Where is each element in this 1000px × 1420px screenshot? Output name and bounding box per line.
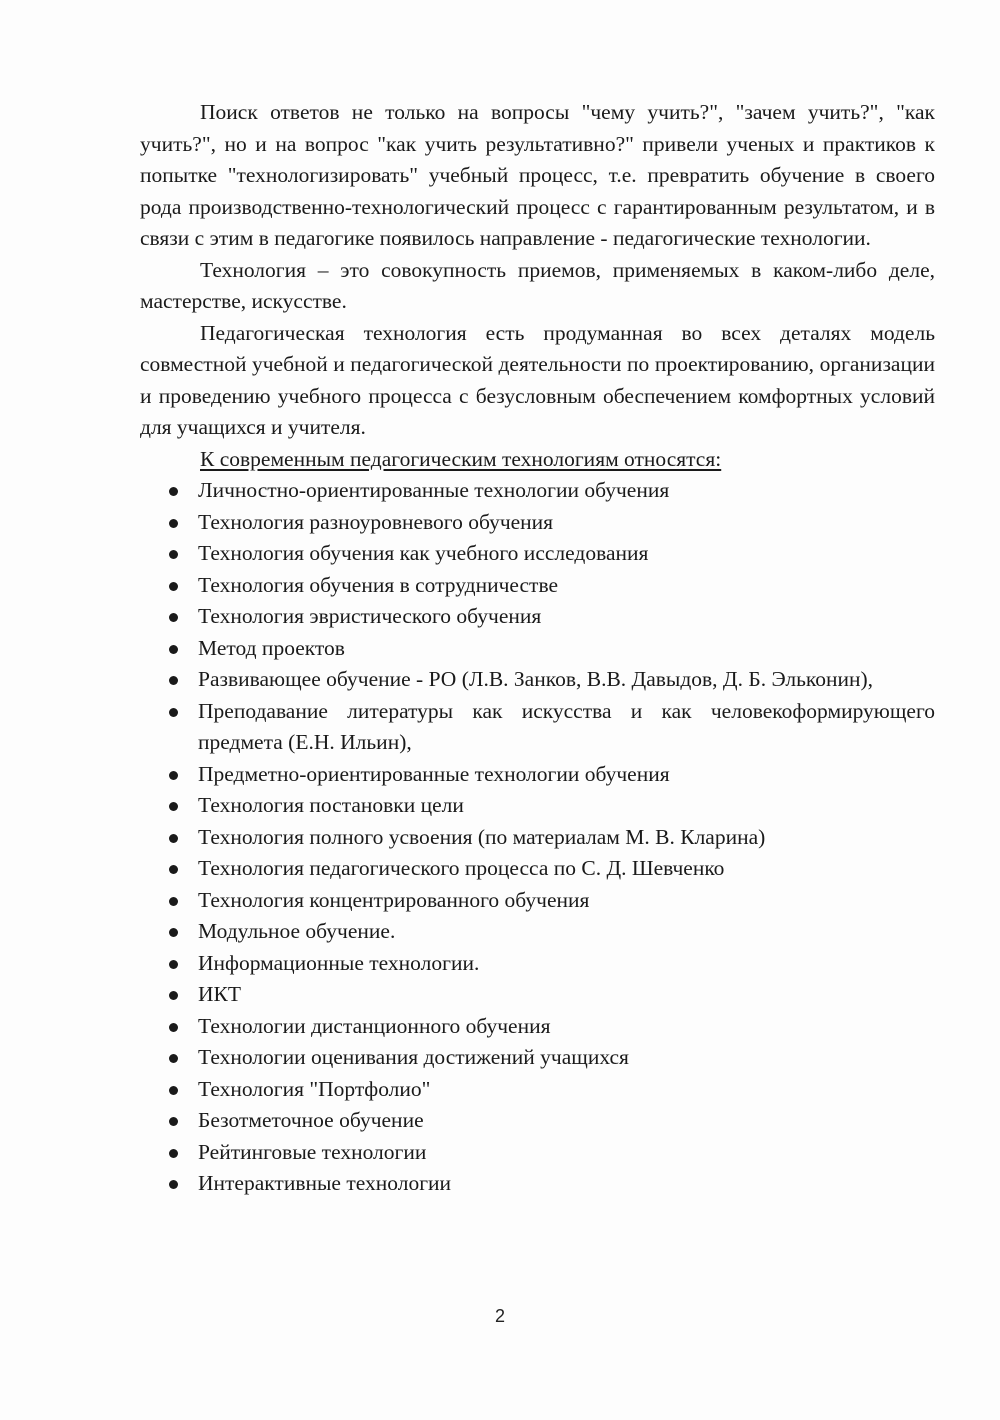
bullet-icon — [169, 1086, 178, 1095]
list-item-text: Метод проектов — [198, 635, 345, 660]
paragraph-intro: Поиск ответов не только на вопросы "чему учить?", "зачем учить?", "как учить?", но и на вопрос "как учить результативно?" привели ученых и практиков к попытке "технологизировать" учебный процесс, т.е. превратить обучение в своего рода производственно-технологический процесс с гарантированным результатом, и в связи с этим в педагогике появилось направление - педагогические технологии. — [140, 100, 935, 250]
list-item — [140, 696, 935, 759]
list-item — [140, 538, 935, 570]
list-item-text: Технология постановки цели — [198, 793, 464, 817]
list-item-text: Технологии дистанционного обучения — [198, 1013, 551, 1038]
bullet-icon — [169, 708, 178, 717]
bullet-icon — [169, 645, 178, 654]
list-item-text: Технология обучения как учебного исследования — [198, 541, 649, 565]
bullet-icon — [169, 897, 178, 906]
list-item — [140, 1105, 935, 1137]
page-number: 2 — [494, 1306, 505, 1326]
list-item-text: Безотметочное обучение — [198, 1108, 424, 1132]
list-item-text: Рейтинговые технологии — [198, 1139, 427, 1164]
list-item — [140, 475, 935, 507]
bullet-icon — [169, 1054, 178, 1063]
list-item-text: Преподавание литературы как искусства и как человекоформирующего предмета (Е.Н. Ильин), — [198, 698, 935, 754]
technology-list — [140, 475, 935, 1200]
list-item-text: Технология разноуровневого обучения — [198, 509, 554, 534]
list-item-text: ИКТ — [198, 982, 241, 1006]
list-item — [140, 1168, 935, 1200]
bullet-icon — [169, 928, 178, 937]
list-item — [140, 979, 935, 1011]
list-item-text: Технология "Портфолио" — [198, 1076, 431, 1101]
bullet-icon — [169, 771, 178, 780]
paragraph-pedagogical-technology: Педагогическая технология есть продуманная во всех деталях модель совместной учебной и педагогической деятельности по проектированию, организации и проведению учебного процесса с безусловным обеспечением комфортных условий для учащихся и учителя. — [140, 320, 935, 439]
list-item — [140, 507, 935, 539]
list-item-text: Технологии оценивания достижений учащихся — [198, 1045, 629, 1069]
list-item-text: Модульное обучение. — [198, 919, 396, 943]
list-item — [140, 1042, 935, 1074]
list-heading-text: К современным педагогическим технологиям относятся: — [200, 446, 722, 471]
list-item — [140, 948, 935, 980]
list-item — [140, 759, 935, 791]
list-item-text: Технология эвристического обучения — [198, 604, 542, 628]
list-item — [140, 1074, 935, 1106]
list-item — [140, 790, 935, 822]
list-item-text: Технология концентрированного обучения — [198, 887, 590, 912]
list-item — [140, 916, 935, 948]
bullet-icon — [169, 519, 178, 528]
list-item-text: Технология педагогического процесса по С. Д. Шевченко — [198, 856, 725, 880]
list-item — [140, 1137, 935, 1169]
list-item — [140, 601, 935, 633]
list-item — [140, 1011, 935, 1043]
bullet-icon — [169, 865, 178, 874]
list-item-text: Технология обучения в сотрудничестве — [198, 572, 559, 597]
list-item-text: Интерактивные технологии — [198, 1171, 452, 1195]
bullet-icon — [169, 676, 178, 685]
bullet-icon — [169, 1023, 178, 1032]
bullet-icon — [169, 550, 178, 559]
list-item-text: Предметно-ориентированные технологии обучения — [198, 761, 670, 786]
list-item — [140, 853, 935, 885]
list-item-text: Информационные технологии. — [198, 950, 480, 975]
bullet-icon — [169, 802, 178, 811]
list-heading — [140, 444, 935, 476]
bullet-icon — [169, 613, 178, 622]
list-item — [140, 664, 935, 696]
bullet-icon — [169, 487, 178, 496]
list-item — [140, 885, 935, 917]
list-item — [140, 822, 935, 854]
list-item-text: Развивающее обучение - РО (Л.В. Занков, В.В. Давыдов, Д. Б. Эльконин), — [198, 667, 874, 691]
list-item-text: Технология полного усвоения (по материалам М. В. Кларина) — [198, 824, 766, 849]
list-item — [140, 570, 935, 602]
paragraph-technology-definition: Технология – это совокупность приемов, применяемых в каком-либо деле, мастерстве, искусстве. — [140, 257, 935, 313]
document-body — [140, 97, 935, 1200]
bullet-icon — [169, 1180, 178, 1189]
bullet-icon — [169, 582, 178, 591]
bullet-icon — [169, 960, 178, 969]
bullet-icon — [169, 1117, 178, 1126]
list-item-text: Личностно-ориентированные технологии обучения — [198, 478, 670, 502]
bullet-icon — [169, 1149, 178, 1158]
bullet-icon — [169, 991, 178, 1000]
list-item — [140, 633, 935, 665]
bullet-icon — [169, 834, 178, 843]
